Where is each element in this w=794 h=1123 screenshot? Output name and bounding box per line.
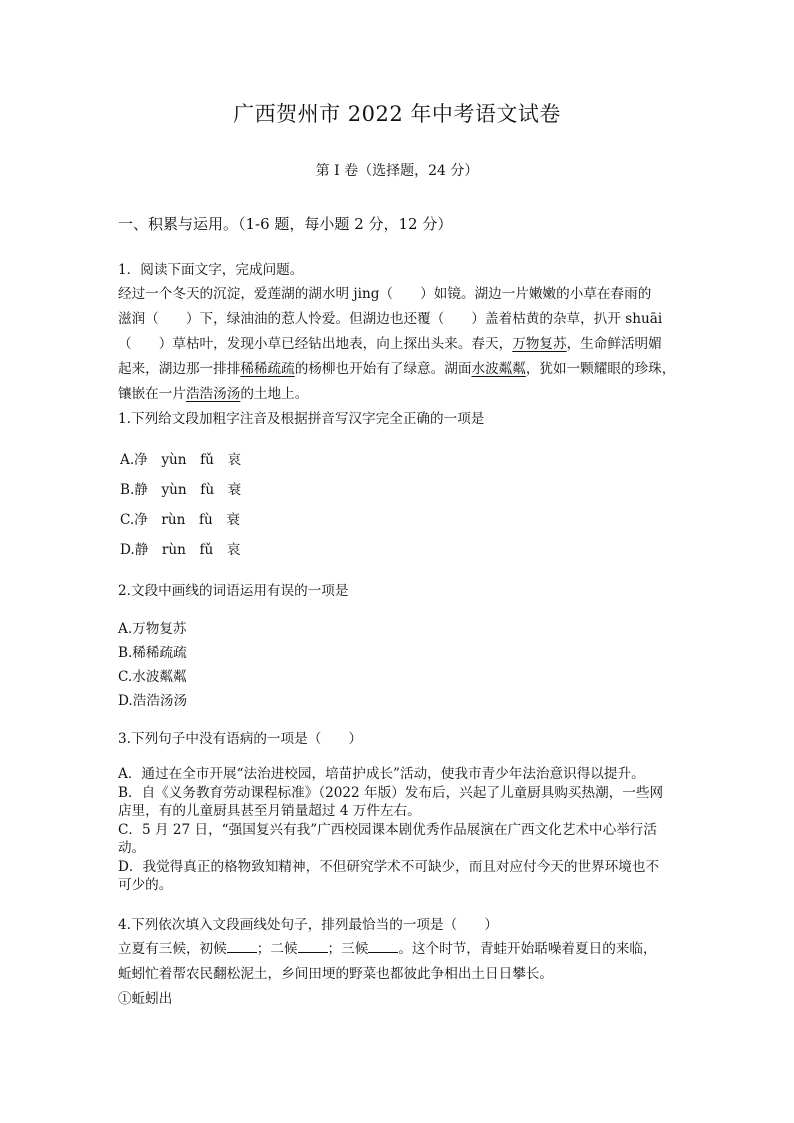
option-b-line: B．自《义务教育劳动课程标准》（2022 年版）发布后，兴起了儿童厨具购买热潮，一些网 xyxy=(118,784,664,801)
passage-line xyxy=(118,357,678,382)
passage-text: ，生命鲜活明媚 xyxy=(566,336,662,352)
option-a: A.万物复苏 xyxy=(118,621,187,637)
option-c: C.净 rùn fù 衰 xyxy=(120,512,241,528)
passage-line: 蚯蚓忙着帮农民翻松泥土，乡间田埂的野菜也都彼此争相出土日日攀长。 xyxy=(118,965,553,982)
underlined-phrase: 水波粼粼 xyxy=(471,361,526,377)
passage-text: （ ）草枯叶，发现小草已经钻出地表，向上探出头来。春天， xyxy=(118,336,513,352)
passage-text: 镶嵌在一片 xyxy=(118,386,186,402)
subquestion-1-stem: 1.下列给文段加粗字注音及根据拼音写汉字完全正确的一项是 xyxy=(118,411,485,427)
page-title: 广西贺州市 2022 年中考语文试卷 xyxy=(233,102,561,126)
question-body xyxy=(118,258,678,1012)
fill-blank xyxy=(227,940,257,953)
passage-line: 经过一个冬天的沉淀，爱莲湖的湖水明 jing（ ）如镜。湖边一片嫩嫩的小草在春雨的 xyxy=(118,286,652,302)
underlined-phrase: 稀稀疏疏 xyxy=(240,361,295,377)
subquestion-4-stem: 4.下列依次填入文段画线处句子，排列最恰当的一项是（ ） xyxy=(118,916,498,933)
option-d: D.浩浩汤汤 xyxy=(118,693,188,709)
passage-line: 滋润（ ）下，绿油油的惹人怜爱。但湖边也还覆（ ）盖着枯黄的杂草，扒开 shuāi xyxy=(118,311,663,327)
fill-blank xyxy=(298,940,328,953)
passage-text: 的杨柳也开始有了绿意。湖面 xyxy=(294,361,472,377)
page-subtitle: 第 I 卷（选择题，24 分） xyxy=(315,163,479,179)
sentence-option: ①蚯蚓出 xyxy=(118,990,173,1007)
subquestion-2-stem: 2.文段中画线的词语运用有误的一项是 xyxy=(118,583,349,599)
option-b-line: 店里，有的儿童厨具甚至月销量超过 4 万件左右。 xyxy=(118,803,421,819)
option-b: B.静 yùn fù 衰 xyxy=(120,482,242,498)
reading-passage xyxy=(118,282,678,407)
underlined-phrase: 浩浩汤汤 xyxy=(185,386,241,402)
passage-text: ；二候 xyxy=(256,940,298,957)
option-c: C．5 月 27 日，“强国复兴有我”广西校园课本剧优秀作品展演在广西文化艺术中心举行活动。 xyxy=(118,821,657,856)
option-b: B.稀稀疏疏 xyxy=(118,645,187,661)
passage-text: 的土地上。 xyxy=(240,386,309,402)
option-a: A.净 yùn fǔ 哀 xyxy=(120,452,242,468)
option-d: D.静 rùn fǔ 哀 xyxy=(120,542,241,558)
passage-text: 。这个时节，青蛙开始聒噪着夏日的来临， xyxy=(398,940,657,957)
passage-text: 立夏有三候，初候 xyxy=(118,940,227,957)
subquestion-3-stem: 3.下列句子中没有语病的一项是（ ） xyxy=(118,731,363,747)
passage-line xyxy=(118,382,678,407)
option-d-line: D．我觉得真正的格物致知精神，不但研究学术不可缺少，而且对应付今天的世界环境也不 xyxy=(118,858,660,875)
passage-text: ；三候 xyxy=(327,940,369,957)
option-d-line: 可少的。 xyxy=(118,877,173,893)
passage-text: ，犹如一颗耀眼的珍珠， xyxy=(525,361,676,377)
underlined-phrase: 万物复苏 xyxy=(512,336,567,352)
fill-blank xyxy=(368,940,398,953)
passage-text: 起来，湖边那一排排 xyxy=(118,361,241,377)
option-a: A．通过在全市开展“法治进校园，培苗护成长”活动，使我市青少年法治意识得以提升。 xyxy=(118,766,645,782)
passage-line xyxy=(118,332,678,357)
question-1-prompt: 1．阅读下面文字，完成问题。 xyxy=(118,262,304,278)
option-c: C.水波粼粼 xyxy=(118,669,187,685)
section-heading: 一、积累与运用。（1-6 题，每小题 2 分，12 分） xyxy=(118,215,453,233)
passage-line xyxy=(118,937,678,962)
